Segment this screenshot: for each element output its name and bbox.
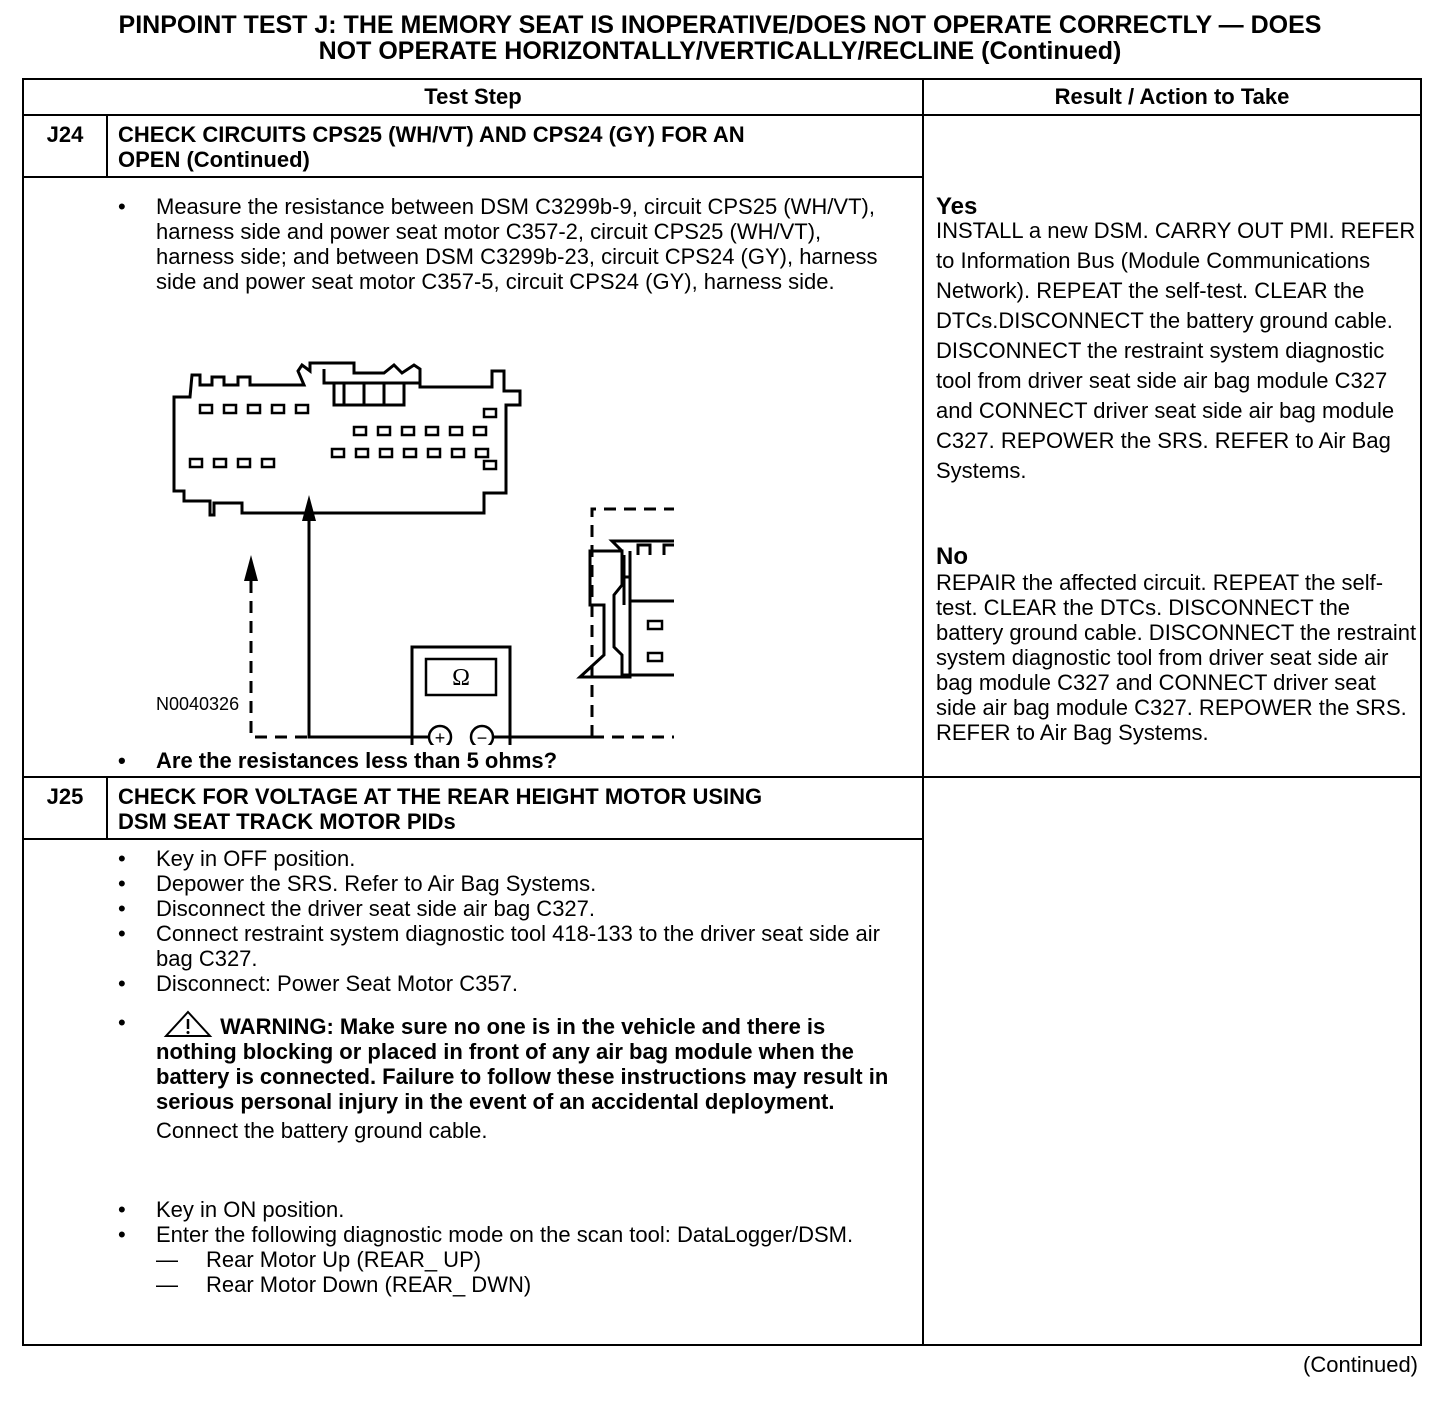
dash-mark: — <box>156 1247 178 1272</box>
step-id-j24: J24 <box>46 122 84 147</box>
header-result-action: Result / Action to Take <box>1054 84 1290 109</box>
no-label: No <box>936 543 968 570</box>
j24-question-text: • Are the resistances less than 5 ohms? <box>118 748 898 773</box>
ohmmeter <box>412 647 510 745</box>
page-title-line-1: PINPOINT TEST J: THE MEMORY SEAT IS INOPERATIVE/DOES NOT OPERATE CORRECTLY — DOES <box>118 11 1322 39</box>
minus-terminal: − <box>476 728 488 745</box>
pid-label: Rear Motor Up (REAR_ UP) <box>206 1247 482 1272</box>
header-test-step: Test Step <box>424 84 522 109</box>
figure-id-label: N0040326 <box>156 694 240 714</box>
plus-terminal: + <box>434 728 446 745</box>
yes-action: INSTALL a new DSM. CARRY OUT PMI. REFER to Information Bus (Module Communications Network). REPEAT the self-test. CLEAR the DTCs.DISCONNECT the battery ground cable. DISCONNECT the restraint system diagnostic tool from driver seat side air bag module C327 and CONNECT driver seat side air bag module C327. REPOWER the SRS. REFER to Air Bag Systems. <box>936 218 1416 483</box>
pid-item <box>118 1247 898 1272</box>
j25-step: • Disconnect the driver seat side air bag C327. <box>118 896 898 921</box>
pid-label: Rear Motor Down (REAR_ DWN) <box>206 1272 532 1297</box>
warning-triangle-icon <box>162 1010 214 1038</box>
j25-step: • Connect restraint system diagnostic tool 418-133 to the driver seat side air bag C327. <box>118 921 898 971</box>
j24-measure-step: • Measure the resistance between DSM C3299b-9, circuit CPS25 (WH/VT), harness side and power seat motor C357-2, circuit CPS25 (WH/VT), harness side; and between DSM C3299b-23, circuit CPS24 (GY), harness side and power seat motor C357-5, circuit CPS24 (GY), harness side. <box>118 194 898 294</box>
j25-step: • Depower the SRS. Refer to Air Bag Systems. <box>118 871 898 896</box>
ohm-symbol: Ω <box>452 665 470 691</box>
j24-result-yes <box>936 194 1422 486</box>
pinpoint-test-table <box>22 78 1422 1346</box>
j25-warning-item <box>118 1010 898 1143</box>
yes-label: Yes <box>936 193 978 220</box>
j25-step: • Enter the following diagnostic mode on the scan tool: DataLogger/DSM. <box>118 1222 898 1247</box>
j25-instructions <box>118 846 898 1297</box>
warning-text: WARNING: Make sure no one is in the vehicle and there is nothing blocking or placed in front of any air bag module when the battery is connected. Failure to follow these instructions may result in serious personal injury in the event of an accidental deployment. <box>156 1014 889 1114</box>
resistance-measurement-diagram <box>154 355 674 745</box>
step-title-j24-line-2: OPEN (Continued) <box>118 147 310 172</box>
step-title-j24 <box>118 122 898 172</box>
pid-item <box>118 1272 898 1297</box>
step-title-j25 <box>118 784 898 834</box>
step-title-j25-line-1: CHECK FOR VOLTAGE AT THE REAR HEIGHT MOTOR USING <box>118 784 763 809</box>
j25-step: • Disconnect: Power Seat Motor C357. <box>118 971 898 996</box>
dash-mark: — <box>156 1272 178 1297</box>
warning-follow-step: Connect the battery ground cable. <box>156 1118 488 1143</box>
j24-instructions <box>118 194 898 294</box>
j25-step: • Key in ON position. <box>118 1197 898 1222</box>
j24-question <box>118 748 898 773</box>
step-title-j24-line-1: CHECK CIRCUITS CPS25 (WH/VT) AND CPS24 (GY) FOR AN <box>118 122 745 147</box>
j24-result-no <box>936 544 1422 745</box>
continued-label: (Continued) <box>1303 1352 1418 1377</box>
no-action: REPAIR the affected circuit. REPEAT the self-test. CLEAR the DTCs. DISCONNECT the battery ground cable. DISCONNECT the restraint system diagnostic tool from driver seat side air bag module C327 and CONNECT driver seat side air bag module C327. REPOWER the SRS. REFER to Air Bag Systems. <box>936 570 1417 745</box>
page-title <box>0 12 1440 64</box>
dsm-connector-c3299b <box>174 363 520 515</box>
j25-step: • Key in OFF position. <box>118 846 898 871</box>
step-title-j25-line-2: DSM SEAT TRACK MOTOR PIDs <box>118 809 456 834</box>
page-title-line-2: NOT OPERATE HORIZONTALLY/VERTICALLY/RECLINE (Continued) <box>318 37 1122 65</box>
step-id-j25: J25 <box>46 784 84 809</box>
